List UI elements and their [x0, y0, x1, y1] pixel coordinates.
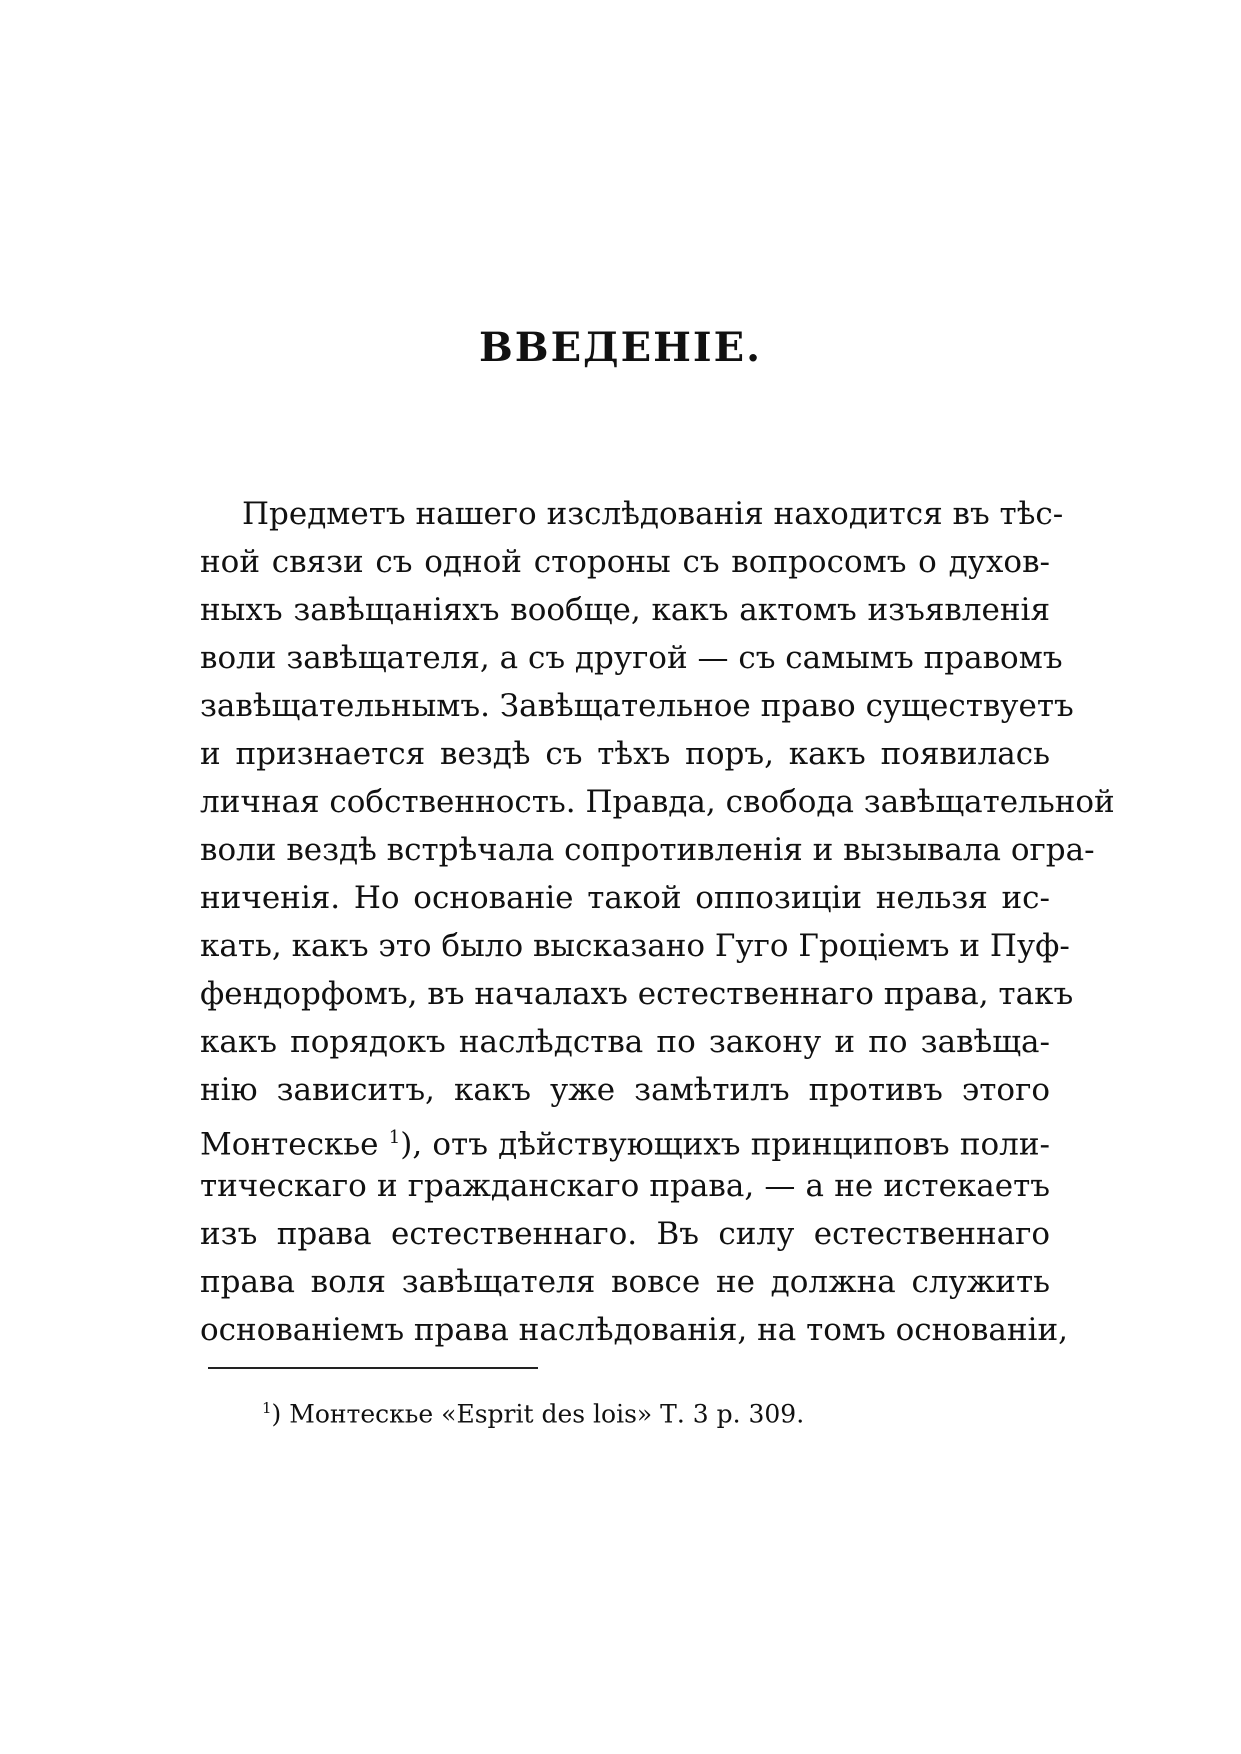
text-line: ниченія. Но основаніе такой оппозиціи нельзя ис- — [200, 880, 1050, 916]
footnote — [262, 1388, 804, 1434]
text-line: и признается вездѣ съ тѣхъ поръ, какъ появилась — [200, 736, 1050, 772]
footnote-marker: 1 — [262, 1399, 272, 1417]
footnote-text: ) Монтескье «Esprit des lois» Т. 3 p. 309. — [271, 1399, 805, 1429]
footnote-separator — [208, 1367, 538, 1369]
text-line: личная собственность. Правда, свобода завѣщательной — [200, 784, 1115, 820]
text-line: права воля завѣщателя вовсе не должна служить — [200, 1264, 1050, 1300]
body-paragraph — [200, 490, 1115, 1354]
text-line-part: Монтескье — [200, 1126, 379, 1163]
text-line: изъ права естественнаго. Въ силу естественнаго — [200, 1216, 1050, 1252]
text-line: тическаго и гражданскаго права, — а не истекаетъ — [200, 1168, 1050, 1204]
text-line: завѣщательнымъ. Завѣщательное право существуетъ — [200, 688, 1074, 724]
text-line: воли завѣщателя, а съ другой — съ самымъ правомъ — [200, 640, 1063, 676]
text-line: фендорфомъ, въ началахъ естественнаго права, такъ — [200, 976, 1074, 1012]
text-line: какъ порядокъ наслѣдства по закону и по завѣща- — [200, 1024, 1050, 1060]
text-line: Предметъ нашего изслѣдованія находится въ тѣс- — [242, 496, 1064, 532]
footnote-reference: 1 — [388, 1127, 401, 1148]
text-line: кать, какъ это было высказано Гуго Гроціемъ и Пуф- — [200, 928, 1070, 964]
text-line: основаніемъ права наслѣдованія, на томъ основаніи, — [200, 1312, 1068, 1348]
text-line-with-footnote-ref — [200, 1114, 1050, 1162]
text-line: воли вездѣ встрѣчала сопротивленія и вызывала огра- — [200, 832, 1095, 868]
text-line: ной связи съ одной стороны съ вопросомъ о духов- — [200, 544, 1050, 580]
page-title: ВВЕДЕНІЕ. — [478, 324, 763, 371]
text-line: нію зависитъ, какъ уже замѣтилъ противъ этого — [200, 1072, 1050, 1108]
text-line: ныхъ завѣщаніяхъ вообще, какъ актомъ изъявленія — [200, 592, 1050, 628]
text-line-part: ), отъ дѣйствующихъ принциповъ поли- — [400, 1126, 1050, 1163]
